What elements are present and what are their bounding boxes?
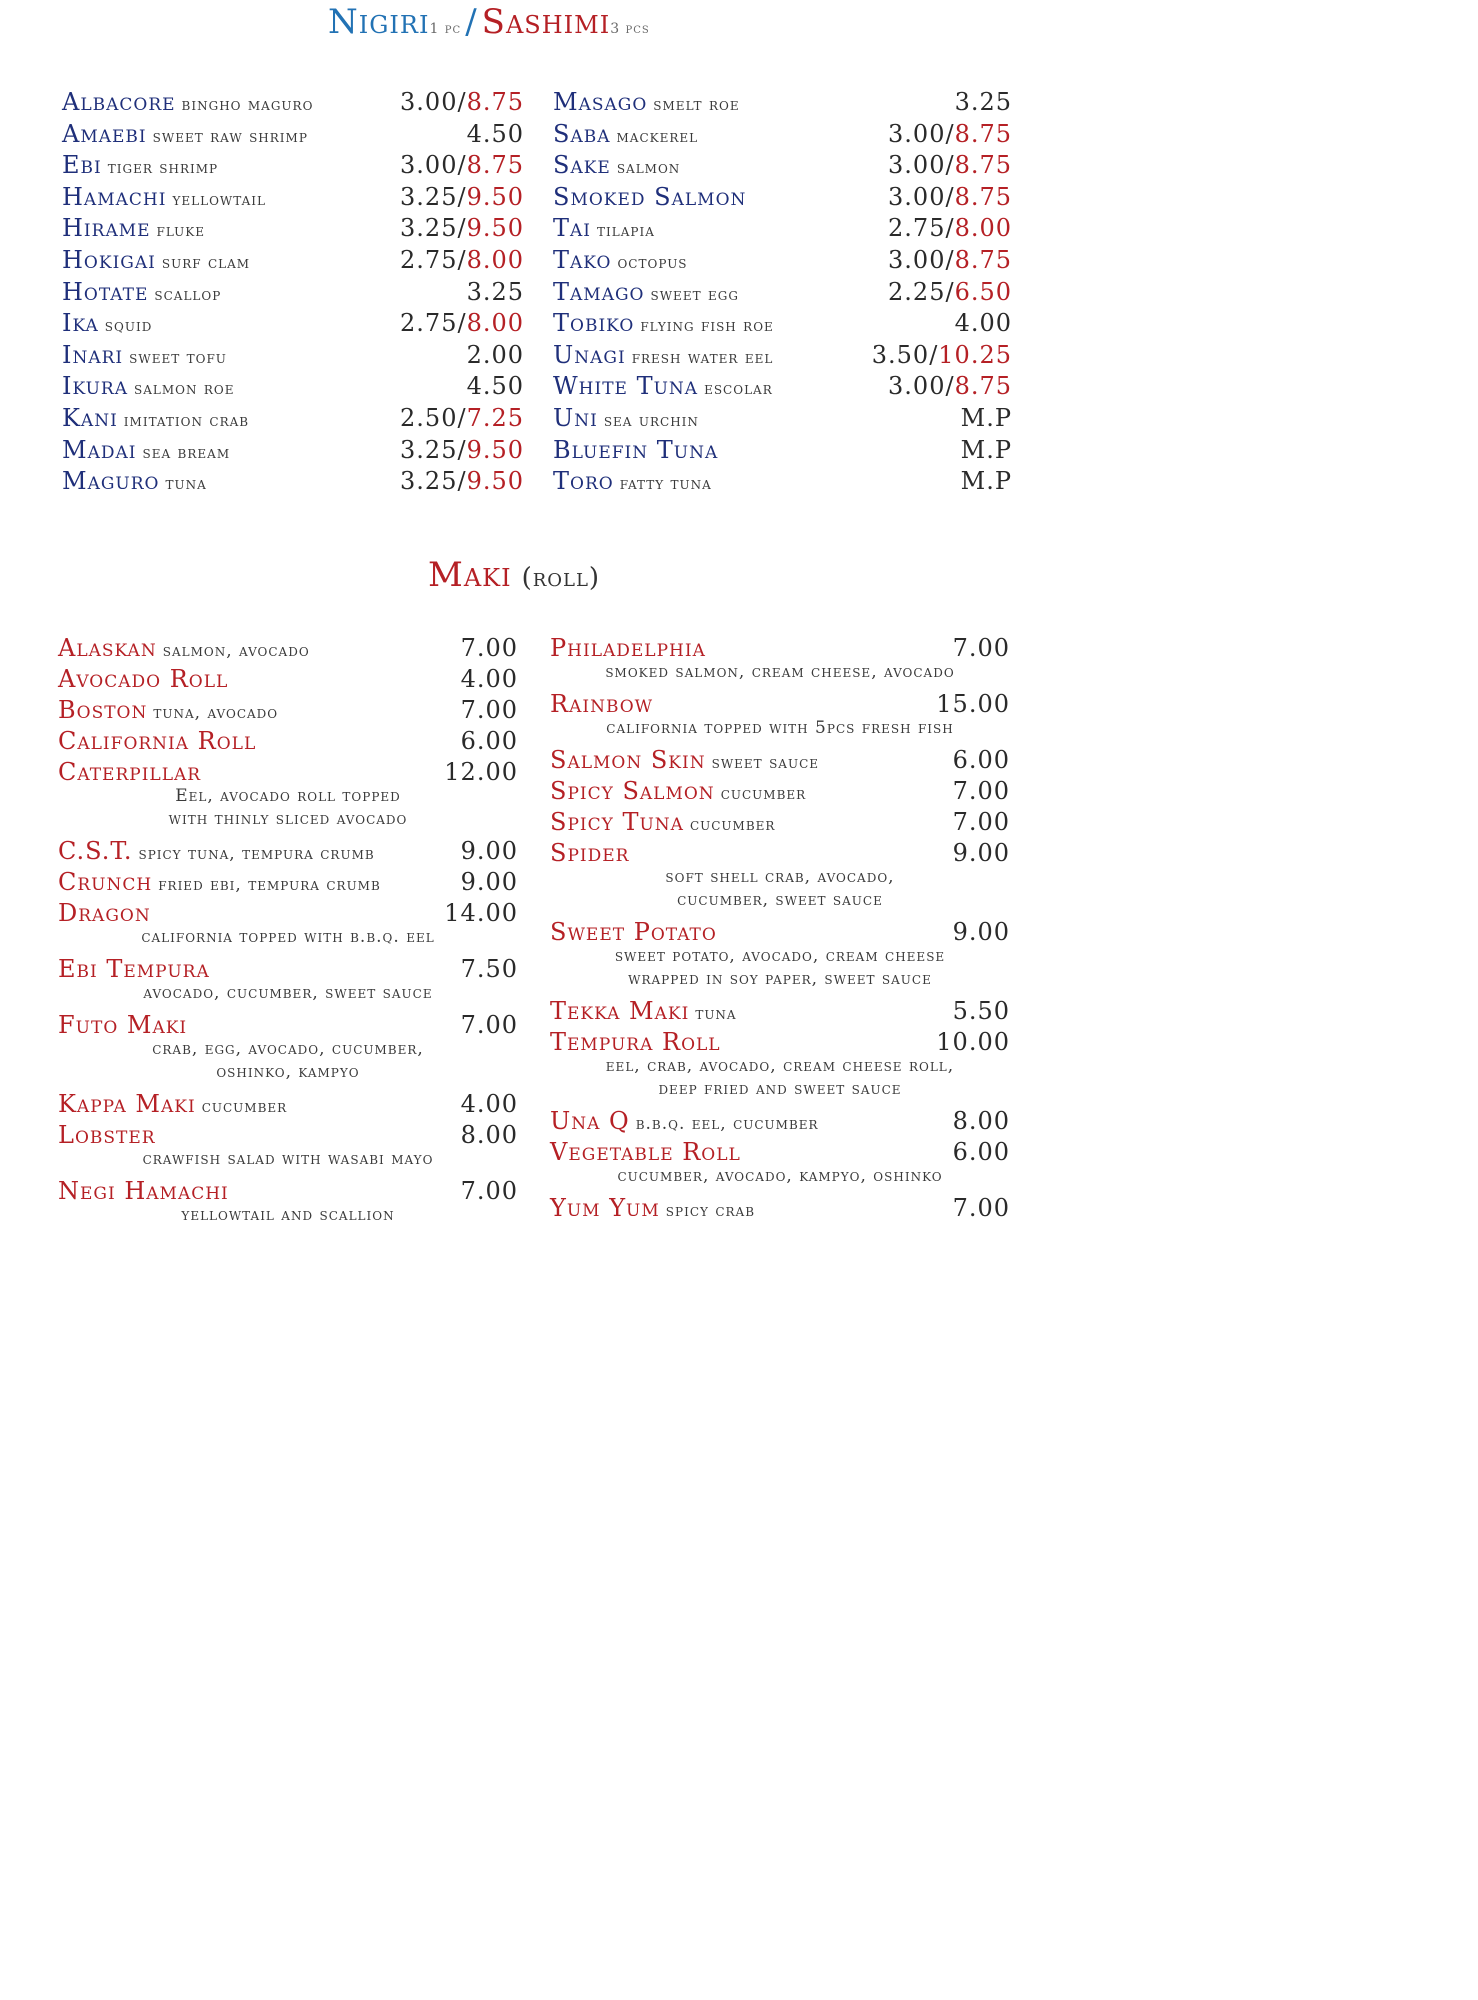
menu-item (553, 183, 1012, 215)
item-name: Toro (553, 467, 614, 496)
item-price (888, 278, 1012, 306)
nigiri-price: 2.75/ (400, 309, 467, 338)
item-price: 4.00 (460, 665, 518, 693)
nigiri-price: 3.25/ (400, 214, 467, 243)
sashimi-price: 8.00 (954, 214, 1012, 243)
item-description: fatty tuna (619, 474, 712, 495)
menu-item (62, 183, 524, 215)
item-header (550, 1194, 1010, 1225)
nigiri-price: 3.00/ (888, 151, 955, 180)
item-price (872, 341, 1012, 369)
item-price (467, 372, 524, 400)
item-header (58, 955, 518, 986)
nigiri-price: 2.75/ (888, 214, 955, 243)
item-price (961, 404, 1012, 432)
item-description: sweet egg (650, 284, 739, 305)
nigiri-price: 4.00 (954, 309, 1012, 338)
menu-item (553, 120, 1012, 152)
item-header (58, 868, 518, 899)
item-description: cucumber (720, 784, 807, 804)
sashimi-price: 9.50 (466, 467, 524, 496)
menu-item (62, 151, 524, 183)
nigiri-price: 2.75/ (400, 245, 467, 274)
item-price: 7.00 (460, 1177, 518, 1205)
nigiri-price: 4.50 (466, 372, 524, 401)
item-name: Negi Hamachi (58, 1177, 229, 1205)
menu-item (62, 214, 524, 246)
item-description: fried ebi, tempura crumb (158, 875, 381, 895)
item-name: Amaebi (62, 119, 147, 148)
sashimi-price: 8.75 (954, 245, 1012, 274)
item-description: tuna (165, 474, 207, 495)
maki-subheading: (roll) (521, 563, 601, 593)
menu-item (62, 278, 524, 310)
item-details: crab, egg, avocado, cucumber, oshinko, kampyo (152, 1039, 424, 1082)
menu-item (550, 1028, 1010, 1101)
item-price: 10.00 (936, 1028, 1010, 1056)
nigiri-unit: 1 pc (429, 21, 462, 37)
nigiri-price: 3.25/ (400, 182, 467, 211)
item-price (400, 151, 524, 179)
nigiri-heading: Nigiri (328, 2, 430, 42)
item-price (888, 246, 1012, 274)
menu-item (58, 1011, 518, 1084)
item-price: 7.00 (460, 634, 518, 662)
menu-item (58, 868, 518, 899)
item-details: crawfish salad with wasabi mayo (142, 1149, 434, 1169)
item-name: Yum Yum (550, 1194, 660, 1222)
sashimi-price: 6.50 (954, 277, 1012, 306)
item-name: Una Q (550, 1107, 630, 1135)
item-name: Tekka Maki (550, 997, 690, 1025)
menu-item (58, 634, 518, 665)
item-details: eel, crab, avocado, cream cheese roll, deep fried and sweet sauce (605, 1056, 955, 1099)
item-description: imitation crab (123, 410, 250, 431)
item-price (955, 88, 1012, 116)
sashimi-price: 8.75 (954, 372, 1012, 401)
item-price: 5.50 (952, 997, 1010, 1025)
item-name: Unagi (553, 340, 626, 369)
item-price (888, 120, 1012, 148)
item-price (467, 278, 524, 306)
item-header (550, 808, 1010, 839)
nigiri-price: 3.25/ (400, 435, 467, 464)
item-name: Avocado Roll (58, 665, 229, 693)
menu-item (62, 436, 524, 468)
maki-right-column (550, 634, 1010, 1225)
nigiri-price: 3.00/ (400, 151, 467, 180)
item-price (961, 467, 1012, 495)
menu-item (58, 1121, 518, 1171)
item-name: Madai (62, 435, 137, 464)
item-name: Vegetable Roll (550, 1138, 741, 1166)
item-name: Ika (62, 309, 99, 338)
menu-item (62, 120, 524, 152)
sashimi-price: 8.75 (954, 151, 1012, 180)
item-name: Ikura (62, 372, 128, 401)
item-price: 6.00 (460, 727, 518, 755)
item-name: Inari (62, 340, 124, 369)
item-name: White Tuna (553, 372, 699, 401)
item-price (400, 183, 524, 211)
item-name: Philadelphia (550, 634, 706, 662)
item-header (58, 1090, 518, 1121)
item-description: salmon (616, 158, 681, 179)
item-header (550, 1138, 1010, 1169)
item-header (550, 918, 1010, 949)
nigiri-price: 2.50/ (400, 403, 467, 432)
menu-item (58, 758, 518, 831)
item-name: Hotate (62, 277, 149, 306)
menu-item (553, 404, 1012, 436)
menu-item (553, 88, 1012, 120)
sashimi-price: 8.75 (954, 182, 1012, 211)
item-name: Uni (553, 403, 598, 432)
menu-item (62, 309, 524, 341)
menu-item (550, 918, 1010, 991)
item-name: Hirame (62, 214, 151, 243)
maki-left-column (58, 634, 518, 1233)
nigiri-price: M.P (960, 467, 1012, 496)
sashimi-price: 8.75 (466, 88, 524, 116)
item-header (58, 1011, 518, 1042)
item-name: Futo Maki (58, 1011, 188, 1039)
item-price (467, 120, 524, 148)
item-price (400, 467, 524, 495)
item-price (400, 309, 524, 337)
menu-item (58, 727, 518, 758)
menu-item (553, 341, 1012, 373)
title-slash: / (465, 2, 478, 42)
nigiri-sashimi-title (328, 2, 650, 42)
item-name: Salmon Skin (550, 746, 706, 774)
item-name: Kappa Maki (58, 1090, 196, 1118)
item-name: Maguro (62, 467, 160, 496)
item-name: Spicy Tuna (550, 808, 684, 836)
menu-item (550, 997, 1010, 1028)
item-name: Caterpillar (58, 758, 202, 786)
sashimi-price: 8.00 (466, 245, 524, 274)
item-description: sweet raw shrimp (152, 126, 308, 147)
item-header (550, 746, 1010, 777)
nigiri-price: 3.25 (466, 277, 524, 306)
nigiri-price: M.P (960, 403, 1012, 432)
item-price (400, 404, 524, 432)
item-price: 4.00 (460, 1090, 518, 1118)
item-price (888, 151, 1012, 179)
sashimi-price: 8.75 (466, 151, 524, 180)
item-name: Lobster (58, 1121, 156, 1149)
item-name: Alaskan (58, 634, 157, 662)
item-price (888, 372, 1012, 400)
menu-item (58, 1090, 518, 1121)
item-price (888, 214, 1012, 242)
menu-item (553, 372, 1012, 404)
item-name: Crunch (58, 868, 153, 896)
item-details: smoked salmon, cream cheese, avocado (605, 662, 955, 682)
maki-title (428, 555, 600, 595)
item-price: 7.00 (952, 808, 1010, 836)
item-description: yellowtail (172, 189, 266, 210)
item-description: sea bream (142, 442, 231, 463)
sashimi-price: 7.25 (466, 403, 524, 432)
item-price (955, 309, 1012, 337)
item-name: Ebi (62, 151, 102, 180)
item-header (550, 997, 1010, 1028)
item-header (58, 1177, 518, 1208)
item-name: Ebi Tempura (58, 955, 210, 983)
item-header (58, 727, 518, 758)
item-header (550, 777, 1010, 808)
item-name: Kani (62, 403, 118, 432)
menu-item (58, 665, 518, 696)
item-details: cucumber, avocado, kampyo, oshinko (617, 1166, 943, 1186)
menu-item (550, 808, 1010, 839)
nigiri-price: M.P (960, 435, 1012, 464)
sashimi-price: 9.50 (466, 182, 524, 211)
item-price (467, 341, 524, 369)
item-description: scallop (154, 284, 222, 305)
menu-item (550, 746, 1010, 777)
item-name: Sake (553, 151, 611, 180)
menu-item (550, 690, 1010, 740)
item-description: smelt roe (653, 95, 740, 115)
menu-item (62, 467, 524, 499)
item-price: 8.00 (460, 1121, 518, 1149)
menu-item (553, 151, 1012, 183)
menu-item (553, 278, 1012, 310)
item-details: soft shell crab, avocado, cucumber, sweet sauce (665, 867, 895, 910)
menu-item (58, 899, 518, 949)
item-description: sweet tofu (129, 347, 227, 368)
item-name: Smoked Salmon (553, 182, 747, 211)
item-name: Tako (553, 245, 612, 274)
item-price: 9.00 (460, 837, 518, 865)
item-header (58, 837, 518, 868)
menu-item (550, 839, 1010, 912)
item-details: yellowtail and scallion (181, 1205, 395, 1225)
item-header (58, 758, 518, 789)
item-price (888, 183, 1012, 211)
item-details: california topped with 5pcs fresh fish (606, 718, 954, 738)
menu-item (553, 214, 1012, 246)
menu-item (62, 372, 524, 404)
item-name: Hamachi (62, 182, 167, 211)
item-description: tuna, avocado (153, 703, 279, 723)
sashimi-heading: Sashimi (481, 2, 611, 42)
nigiri-price: 2.25/ (888, 277, 955, 306)
sashimi-price: 8.75 (954, 119, 1012, 148)
item-description: fresh water eel (631, 347, 774, 368)
maki-heading: Maki (428, 555, 512, 595)
item-name: Tamago (553, 277, 645, 306)
nigiri-left-column (62, 88, 524, 499)
item-price: 6.00 (952, 1138, 1010, 1166)
menu-item (58, 1177, 518, 1227)
menu-item (550, 1107, 1010, 1138)
sashimi-price: 9.50 (466, 214, 524, 243)
item-name: Saba (553, 119, 611, 148)
item-description: surf clam (161, 252, 251, 273)
item-name: Spider (550, 839, 630, 867)
item-description: cucumber (201, 1097, 288, 1117)
item-price: 9.00 (952, 839, 1010, 867)
item-name: California Roll (58, 727, 257, 755)
nigiri-price: 4.50 (466, 119, 524, 148)
item-header (58, 899, 518, 930)
item-price (400, 436, 524, 464)
item-description: flying fish roe (640, 316, 774, 337)
item-price (400, 214, 524, 242)
item-description: spicy tuna, tempura crumb (138, 844, 375, 864)
nigiri-price: 3.00/ (888, 119, 955, 148)
item-description: escolar (704, 379, 773, 400)
item-description: mackerel (616, 126, 699, 147)
item-description: squid (104, 316, 153, 337)
item-name: Albacore (62, 88, 176, 116)
item-name: Sweet Potato (550, 918, 717, 946)
item-header (550, 1107, 1010, 1138)
item-header (550, 839, 1010, 870)
item-description: tuna (695, 1004, 737, 1024)
item-details: Eel, avocado roll topped with thinly sliced avocado (168, 786, 408, 829)
item-description: sweet sauce (711, 753, 820, 773)
item-header (58, 634, 518, 665)
menu-item (62, 404, 524, 436)
item-price: 7.50 (460, 955, 518, 983)
menu-item (550, 777, 1010, 808)
nigiri-price: 2.00 (466, 340, 524, 369)
sashimi-unit: 3 pcs (610, 21, 650, 37)
item-name: Bluefin Tuna (553, 435, 719, 464)
item-price: 7.00 (460, 696, 518, 724)
nigiri-price: 3.00/ (888, 372, 955, 401)
item-description: b.b.q. eel, cucumber (635, 1114, 819, 1134)
menu-item (550, 634, 1010, 684)
item-name: Tai (553, 214, 591, 243)
item-name: Spicy Salmon (550, 777, 715, 805)
item-details: sweet potato, avocado, cream cheese wrapped in soy paper, sweet sauce (614, 946, 946, 989)
menu-item (553, 309, 1012, 341)
nigiri-price: 3.00/ (888, 245, 955, 274)
item-header (550, 690, 1010, 721)
item-name: Boston (58, 696, 148, 724)
item-description: octopus (617, 252, 688, 273)
menu-item (553, 467, 1012, 499)
item-description: sea urchin (603, 410, 699, 431)
menu-item (553, 246, 1012, 278)
item-header (58, 696, 518, 727)
nigiri-right-column (553, 88, 1012, 499)
menu-item (58, 696, 518, 727)
menu-item (550, 1194, 1010, 1225)
item-description: fluke (156, 221, 206, 242)
item-header (550, 1028, 1010, 1059)
item-name: C.S.T. (58, 837, 133, 865)
sashimi-price: 9.50 (466, 435, 524, 464)
item-description: spicy crab (665, 1201, 756, 1221)
menu-item (62, 88, 524, 120)
nigiri-price: 3.25 (954, 88, 1012, 116)
item-price: 8.00 (952, 1107, 1010, 1135)
item-price: 7.00 (460, 1011, 518, 1039)
nigiri-price: 3.50/ (871, 340, 939, 369)
item-name: Hokigai (62, 245, 156, 274)
item-details: avocado, cucumber, sweet sauce (143, 983, 433, 1003)
item-price: 15.00 (936, 690, 1010, 718)
item-price: 7.00 (952, 634, 1010, 662)
menu-item (550, 1138, 1010, 1188)
sashimi-price: 10.25 (938, 340, 1012, 369)
menu-item (58, 955, 518, 1005)
item-price: 9.00 (952, 918, 1010, 946)
item-price: 6.00 (952, 746, 1010, 774)
item-price (400, 88, 524, 116)
item-price: 9.00 (460, 868, 518, 896)
item-name: Masago (553, 88, 648, 116)
item-description: salmon, avocado (162, 641, 310, 661)
item-price: 7.00 (952, 1194, 1010, 1222)
item-name: Tempura Roll (550, 1028, 721, 1056)
item-name: Dragon (58, 899, 151, 927)
item-header (58, 665, 518, 696)
menu-item (62, 341, 524, 373)
item-description: cucumber (689, 815, 776, 835)
item-price: 14.00 (444, 899, 518, 927)
nigiri-price: 3.00/ (888, 182, 955, 211)
item-details: california topped with b.b.q. eel (141, 927, 435, 947)
item-name: Tobiko (553, 309, 635, 338)
nigiri-price: 3.25/ (400, 467, 467, 496)
nigiri-price: 3.00/ (400, 88, 467, 116)
item-description: tiger shrimp (107, 158, 219, 179)
item-header (550, 634, 1010, 665)
item-name: Rainbow (550, 690, 654, 718)
menu-item (553, 436, 1012, 468)
sashimi-price: 8.00 (466, 309, 524, 338)
item-price: 7.00 (952, 777, 1010, 805)
item-price: 12.00 (444, 758, 518, 786)
item-description: salmon roe (133, 379, 235, 400)
item-description: tilapia (597, 221, 655, 242)
item-price (400, 246, 524, 274)
item-price (961, 436, 1012, 464)
menu-item (58, 837, 518, 868)
item-header (58, 1121, 518, 1152)
item-description: bingho maguro (181, 95, 314, 115)
menu-item (62, 246, 524, 278)
